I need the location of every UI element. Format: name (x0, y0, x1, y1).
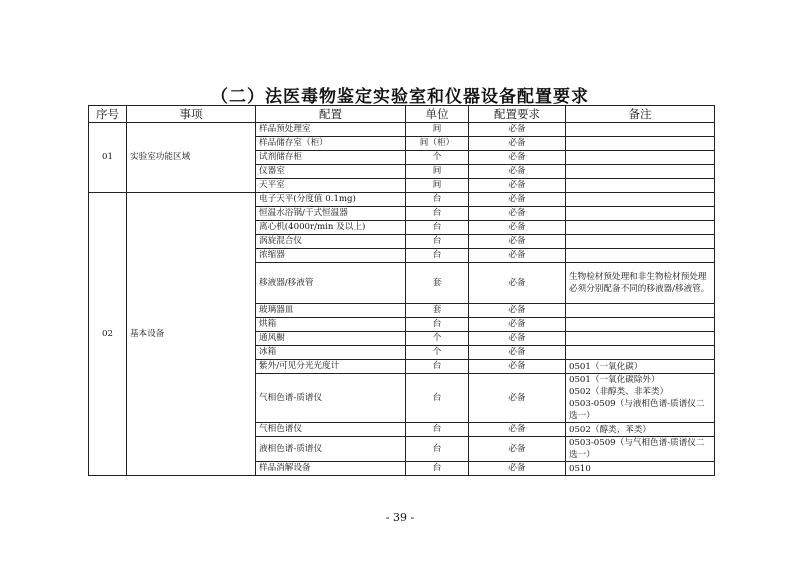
note-cell (566, 165, 715, 179)
header-item: 事项 (127, 106, 256, 123)
header-unit: 单位 (406, 106, 469, 123)
note-cell (566, 207, 715, 221)
unit-cell: 间 (406, 123, 469, 137)
unit-cell: 台 (406, 193, 469, 207)
unit-cell: 个 (406, 332, 469, 346)
config-cell: 紫外/可见分光光度计 (256, 360, 406, 374)
note-cell (566, 249, 715, 263)
note-cell (566, 304, 715, 318)
unit-cell: 台 (406, 374, 469, 423)
config-cell: 仪器室 (256, 165, 406, 179)
note-cell: 0501（一氧化碳除外） 0502（非醇类、非苯类） 0503-0509（与液相色谱-质谱仪二选一） (566, 374, 715, 423)
unit-cell: 套 (406, 263, 469, 304)
table-row (89, 123, 715, 137)
requirement-cell: 必备 (469, 374, 566, 423)
unit-cell: 台 (406, 207, 469, 221)
row-number: 01 (89, 123, 127, 193)
requirement-cell: 必备 (469, 346, 566, 360)
config-cell: 移液器/移液管 (256, 263, 406, 304)
unit-cell: 个 (406, 151, 469, 165)
config-cell: 试剂储存柜 (256, 151, 406, 165)
note-cell (566, 179, 715, 193)
item-name: 实验室功能区域 (127, 123, 256, 193)
requirement-cell: 必备 (469, 151, 566, 165)
unit-cell: 台 (406, 437, 469, 462)
config-cell: 气相色谱仪 (256, 423, 406, 437)
unit-cell: 间 (406, 165, 469, 179)
config-cell: 涡旋混合仪 (256, 235, 406, 249)
unit-cell: 套 (406, 304, 469, 318)
note-cell (566, 137, 715, 151)
config-cell: 样品预处理室 (256, 123, 406, 137)
header-requirement: 配置要求 (469, 106, 566, 123)
unit-cell: 间 (406, 179, 469, 193)
config-cell: 样品消解设备 (256, 462, 406, 476)
table-row (89, 193, 715, 207)
requirement-cell: 必备 (469, 423, 566, 437)
config-cell: 恒温水浴锅/干式恒温器 (256, 207, 406, 221)
config-cell: 离心机(4000r/min 及以上) (256, 221, 406, 235)
requirement-cell: 必备 (469, 137, 566, 151)
requirement-cell: 必备 (469, 221, 566, 235)
item-name: 基本设备 (127, 193, 256, 476)
page-title: （二）法医毒物鉴定实验室和仪器设备配置要求 (211, 87, 589, 107)
unit-cell: 台 (406, 423, 469, 437)
header-row (89, 106, 715, 123)
page-number: - 39 - (385, 511, 415, 524)
config-cell: 烘箱 (256, 318, 406, 332)
config-cell: 气相色谱-质谱仪 (256, 374, 406, 423)
note-cell (566, 235, 715, 249)
note-cell: 0501（一氧化碳） (566, 360, 715, 374)
note-cell (566, 318, 715, 332)
unit-cell: 台 (406, 221, 469, 235)
config-cell: 天平室 (256, 179, 406, 193)
note-cell: 生物检材预处理和非生物检材预处理必须分别配备不同的移液器/移液管。 (566, 263, 715, 304)
note-cell (566, 221, 715, 235)
requirement-cell: 必备 (469, 123, 566, 137)
config-cell: 通风橱 (256, 332, 406, 346)
header-no: 序号 (89, 106, 127, 123)
note-cell (566, 193, 715, 207)
equipment-table (88, 105, 715, 476)
requirement-cell: 必备 (469, 235, 566, 249)
note-cell (566, 151, 715, 165)
requirement-cell: 必备 (469, 193, 566, 207)
unit-cell: 台 (406, 249, 469, 263)
config-cell: 液相色谱-质谱仪 (256, 437, 406, 462)
header-note: 备注 (566, 106, 715, 123)
requirement-cell: 必备 (469, 304, 566, 318)
note-cell: 0503-0509（与气相色谱-质谱仪二选一） (566, 437, 715, 462)
unit-cell: 间（柜） (406, 137, 469, 151)
unit-cell: 台 (406, 360, 469, 374)
header-config: 配置 (256, 106, 406, 123)
unit-cell: 台 (406, 462, 469, 476)
config-cell: 冰箱 (256, 346, 406, 360)
requirement-cell: 必备 (469, 360, 566, 374)
requirement-cell: 必备 (469, 249, 566, 263)
requirement-cell: 必备 (469, 462, 566, 476)
row-number: 02 (89, 193, 127, 476)
config-cell: 浓缩器 (256, 249, 406, 263)
unit-cell: 台 (406, 318, 469, 332)
requirement-cell: 必备 (469, 207, 566, 221)
requirement-cell: 必备 (469, 332, 566, 346)
unit-cell: 个 (406, 346, 469, 360)
config-cell: 玻璃器皿 (256, 304, 406, 318)
requirement-cell: 必备 (469, 179, 566, 193)
requirement-cell: 必备 (469, 437, 566, 462)
note-cell (566, 123, 715, 137)
note-cell: 0510 (566, 462, 715, 476)
config-cell: 样品储存室（柜） (256, 137, 406, 151)
requirement-cell: 必备 (469, 318, 566, 332)
note-cell: 0502（醇类、苯类） (566, 423, 715, 437)
requirement-cell: 必备 (469, 263, 566, 304)
requirement-cell: 必备 (469, 165, 566, 179)
note-cell (566, 346, 715, 360)
config-cell: 电子天平(分度值 0.1mg) (256, 193, 406, 207)
unit-cell: 台 (406, 235, 469, 249)
note-cell (566, 332, 715, 346)
